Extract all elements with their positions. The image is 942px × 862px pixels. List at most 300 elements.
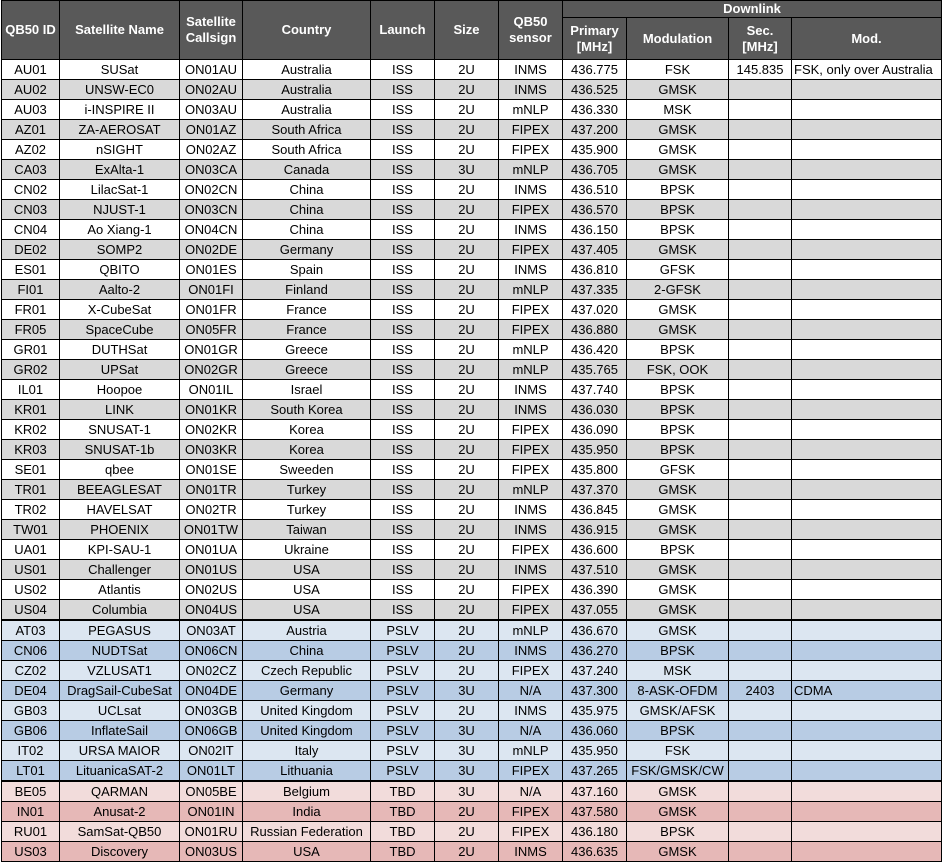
sensor-cell: mNLP xyxy=(499,340,563,360)
launch-cell: ISS xyxy=(371,140,435,160)
secondary-mod-cell xyxy=(792,661,942,681)
size-cell: 2U xyxy=(435,120,499,140)
table-row xyxy=(2,240,942,260)
callsign-cell: ON03CA xyxy=(180,160,243,180)
country-cell: Italy xyxy=(243,741,371,761)
launch-cell: ISS xyxy=(371,340,435,360)
sensor-cell: INMS xyxy=(499,842,563,862)
sensor-cell: mNLP xyxy=(499,480,563,500)
qb50-id-cell: GB03 xyxy=(2,701,60,721)
qb50-id-cell: AZ02 xyxy=(2,140,60,160)
header-downlink: Downlink xyxy=(563,1,942,18)
country-cell: China xyxy=(243,200,371,220)
launch-cell: ISS xyxy=(371,240,435,260)
sensor-cell: INMS xyxy=(499,400,563,420)
launch-cell: ISS xyxy=(371,200,435,220)
callsign-cell: ON01IL xyxy=(180,380,243,400)
sensor-cell: mNLP xyxy=(499,620,563,641)
satellite-name-cell: QBITO xyxy=(60,260,180,280)
secondary-mod-cell xyxy=(792,80,942,100)
callsign-cell: ON02KR xyxy=(180,420,243,440)
sensor-cell: FIPEX xyxy=(499,761,563,782)
modulation-cell: BPSK xyxy=(627,340,729,360)
secondary-mod-cell: FSK, only over Australia xyxy=(792,60,942,80)
primary-freq-cell: 436.180 xyxy=(563,822,627,842)
launch-cell: ISS xyxy=(371,520,435,540)
size-cell: 3U xyxy=(435,721,499,741)
size-cell: 2U xyxy=(435,701,499,721)
sensor-cell: mNLP xyxy=(499,360,563,380)
callsign-cell: ON03CN xyxy=(180,200,243,220)
secondary-freq-cell xyxy=(729,721,792,741)
size-cell: 2U xyxy=(435,80,499,100)
modulation-cell: BPSK xyxy=(627,380,729,400)
table-row xyxy=(2,200,942,220)
primary-freq-cell: 435.950 xyxy=(563,440,627,460)
size-cell: 2U xyxy=(435,620,499,641)
primary-freq-cell: 436.525 xyxy=(563,80,627,100)
table-row xyxy=(2,180,942,200)
sensor-cell: FIPEX xyxy=(499,300,563,320)
secondary-freq-cell xyxy=(729,420,792,440)
qb50-id-cell: BE05 xyxy=(2,781,60,802)
primary-freq-cell: 435.975 xyxy=(563,701,627,721)
modulation-cell: BPSK xyxy=(627,641,729,661)
modulation-cell: GMSK xyxy=(627,842,729,862)
sensor-cell: INMS xyxy=(499,260,563,280)
launch-cell: ISS xyxy=(371,60,435,80)
secondary-mod-cell xyxy=(792,600,942,621)
secondary-mod-cell xyxy=(792,520,942,540)
size-cell: 2U xyxy=(435,140,499,160)
country-cell: South Korea xyxy=(243,400,371,420)
secondary-freq-cell: 145.835 xyxy=(729,60,792,80)
callsign-cell: ON04DE xyxy=(180,681,243,701)
callsign-cell: ON03AU xyxy=(180,100,243,120)
sensor-cell: INMS xyxy=(499,80,563,100)
table-row xyxy=(2,420,942,440)
qb50-id-cell: AU02 xyxy=(2,80,60,100)
secondary-freq-cell xyxy=(729,761,792,782)
table-row xyxy=(2,400,942,420)
secondary-mod-cell xyxy=(792,641,942,661)
header-primary-freq: Primary [MHz] xyxy=(563,18,627,60)
modulation-cell: GMSK xyxy=(627,300,729,320)
qb50-id-cell: IN01 xyxy=(2,802,60,822)
satellite-name-cell: DragSail-CubeSat xyxy=(60,681,180,701)
table-row xyxy=(2,140,942,160)
callsign-cell: ON01RU xyxy=(180,822,243,842)
sensor-cell: INMS xyxy=(499,520,563,540)
header-modulation: Modulation xyxy=(627,18,729,60)
launch-cell: ISS xyxy=(371,280,435,300)
size-cell: 2U xyxy=(435,360,499,380)
qb50-id-cell: US03 xyxy=(2,842,60,862)
primary-freq-cell: 437.020 xyxy=(563,300,627,320)
satellite-name-cell: Aalto-2 xyxy=(60,280,180,300)
qb50-id-cell: SE01 xyxy=(2,460,60,480)
secondary-freq-cell xyxy=(729,802,792,822)
qb50-id-cell: GR02 xyxy=(2,360,60,380)
satellite-name-cell: ExAlta-1 xyxy=(60,160,180,180)
secondary-freq-cell xyxy=(729,280,792,300)
sensor-cell: INMS xyxy=(499,500,563,520)
secondary-mod-cell xyxy=(792,360,942,380)
primary-freq-cell: 436.390 xyxy=(563,580,627,600)
size-cell: 2U xyxy=(435,260,499,280)
satellite-name-cell: LINK xyxy=(60,400,180,420)
sensor-cell: FIPEX xyxy=(499,240,563,260)
country-cell: Lithuania xyxy=(243,761,371,782)
satellite-name-cell: SUSat xyxy=(60,60,180,80)
country-cell: Australia xyxy=(243,60,371,80)
modulation-cell: GMSK xyxy=(627,620,729,641)
callsign-cell: ON01GR xyxy=(180,340,243,360)
satellite-name-cell: LilacSat-1 xyxy=(60,180,180,200)
sensor-cell: FIPEX xyxy=(499,320,563,340)
table-row xyxy=(2,842,942,862)
satellite-name-cell: QARMAN xyxy=(60,781,180,802)
header-qb50-id: QB50 ID xyxy=(2,1,60,60)
table-row xyxy=(2,520,942,540)
satellite-name-cell: X-CubeSat xyxy=(60,300,180,320)
table-row xyxy=(2,701,942,721)
size-cell: 2U xyxy=(435,220,499,240)
primary-freq-cell: 436.635 xyxy=(563,842,627,862)
callsign-cell: ON04US xyxy=(180,600,243,621)
launch-cell: ISS xyxy=(371,260,435,280)
secondary-mod-cell xyxy=(792,480,942,500)
satellite-name-cell: nSIGHT xyxy=(60,140,180,160)
size-cell: 2U xyxy=(435,340,499,360)
primary-freq-cell: 437.200 xyxy=(563,120,627,140)
table-row xyxy=(2,781,942,802)
sensor-cell: INMS xyxy=(499,60,563,80)
qb50-id-cell: FR05 xyxy=(2,320,60,340)
qb50-id-cell: GB06 xyxy=(2,721,60,741)
satellite-name-cell: SamSat-QB50 xyxy=(60,822,180,842)
modulation-cell: GMSK xyxy=(627,80,729,100)
modulation-cell: GMSK xyxy=(627,500,729,520)
primary-freq-cell: 436.270 xyxy=(563,641,627,661)
size-cell: 2U xyxy=(435,300,499,320)
callsign-cell: ON01FI xyxy=(180,280,243,300)
secondary-mod-cell xyxy=(792,120,942,140)
launch-cell: TBD xyxy=(371,822,435,842)
qb50-id-cell: DE04 xyxy=(2,681,60,701)
country-cell: Israel xyxy=(243,380,371,400)
satellite-name-cell: Ao Xiang-1 xyxy=(60,220,180,240)
country-cell: Ukraine xyxy=(243,540,371,560)
country-cell: Spain xyxy=(243,260,371,280)
size-cell: 2U xyxy=(435,520,499,540)
header-size: Size xyxy=(435,1,499,60)
satellite-name-cell: SNUSAT-1 xyxy=(60,420,180,440)
country-cell: Belgium xyxy=(243,781,371,802)
modulation-cell: GMSK xyxy=(627,240,729,260)
modulation-cell: GMSK xyxy=(627,600,729,621)
modulation-cell: GMSK xyxy=(627,781,729,802)
secondary-freq-cell xyxy=(729,380,792,400)
callsign-cell: ON06CN xyxy=(180,641,243,661)
secondary-mod-cell xyxy=(792,160,942,180)
header-secondary-freq: Sec. [MHz] xyxy=(729,18,792,60)
table-row xyxy=(2,280,942,300)
satellite-name-cell: UPSat xyxy=(60,360,180,380)
qb50-id-cell: KR01 xyxy=(2,400,60,420)
size-cell: 3U xyxy=(435,781,499,802)
qb50-id-cell: CA03 xyxy=(2,160,60,180)
secondary-freq-cell xyxy=(729,400,792,420)
qb50-id-cell: KR03 xyxy=(2,440,60,460)
secondary-freq-cell xyxy=(729,440,792,460)
launch-cell: TBD xyxy=(371,802,435,822)
callsign-cell: ON03AT xyxy=(180,620,243,641)
country-cell: Czech Republic xyxy=(243,661,371,681)
size-cell: 2U xyxy=(435,240,499,260)
secondary-freq-cell xyxy=(729,80,792,100)
secondary-freq-cell xyxy=(729,741,792,761)
table-row xyxy=(2,160,942,180)
secondary-mod-cell xyxy=(792,460,942,480)
secondary-mod-cell xyxy=(792,721,942,741)
country-cell: Greece xyxy=(243,340,371,360)
callsign-cell: ON01US xyxy=(180,560,243,580)
modulation-cell: GMSK xyxy=(627,560,729,580)
modulation-cell: GMSK xyxy=(627,320,729,340)
secondary-freq-cell xyxy=(729,620,792,641)
size-cell: 2U xyxy=(435,842,499,862)
callsign-cell: ON05BE xyxy=(180,781,243,802)
secondary-mod-cell xyxy=(792,180,942,200)
sensor-cell: N/A xyxy=(499,681,563,701)
callsign-cell: ON01TR xyxy=(180,480,243,500)
table-row xyxy=(2,60,942,80)
secondary-mod-cell xyxy=(792,842,942,862)
launch-cell: ISS xyxy=(371,160,435,180)
primary-freq-cell: 436.150 xyxy=(563,220,627,240)
qb50-id-cell: FR01 xyxy=(2,300,60,320)
secondary-freq-cell xyxy=(729,842,792,862)
primary-freq-cell: 437.055 xyxy=(563,600,627,621)
callsign-cell: ON02CN xyxy=(180,180,243,200)
secondary-freq-cell xyxy=(729,540,792,560)
sensor-cell: mNLP xyxy=(499,100,563,120)
secondary-freq-cell xyxy=(729,360,792,380)
qb50-id-cell: CN06 xyxy=(2,641,60,661)
secondary-mod-cell xyxy=(792,560,942,580)
satellite-name-cell: Columbia xyxy=(60,600,180,621)
satellite-name-cell: PHOENIX xyxy=(60,520,180,540)
size-cell: 2U xyxy=(435,500,499,520)
launch-cell: PSLV xyxy=(371,661,435,681)
modulation-cell: GMSK xyxy=(627,480,729,500)
secondary-mod-cell xyxy=(792,320,942,340)
country-cell: Finland xyxy=(243,280,371,300)
table-row xyxy=(2,440,942,460)
callsign-cell: ON02GR xyxy=(180,360,243,380)
modulation-cell: GMSK xyxy=(627,160,729,180)
satellite-name-cell: Discovery xyxy=(60,842,180,862)
size-cell: 3U xyxy=(435,761,499,782)
country-cell: India xyxy=(243,802,371,822)
size-cell: 3U xyxy=(435,741,499,761)
table-row xyxy=(2,761,942,782)
launch-cell: ISS xyxy=(371,540,435,560)
launch-cell: ISS xyxy=(371,500,435,520)
secondary-freq-cell xyxy=(729,220,792,240)
table-row xyxy=(2,600,942,621)
satellite-table xyxy=(1,0,942,862)
table-row xyxy=(2,641,942,661)
qb50-id-cell: CN03 xyxy=(2,200,60,220)
launch-cell: PSLV xyxy=(371,701,435,721)
qb50-id-cell: UA01 xyxy=(2,540,60,560)
qb50-id-cell: IL01 xyxy=(2,380,60,400)
header-country: Country xyxy=(243,1,371,60)
modulation-cell: BPSK xyxy=(627,420,729,440)
secondary-freq-cell xyxy=(729,240,792,260)
modulation-cell: 2-GFSK xyxy=(627,280,729,300)
country-cell: Greece xyxy=(243,360,371,380)
secondary-mod-cell xyxy=(792,701,942,721)
launch-cell: PSLV xyxy=(371,721,435,741)
modulation-cell: GFSK xyxy=(627,260,729,280)
table-row xyxy=(2,540,942,560)
modulation-cell: BPSK xyxy=(627,200,729,220)
sensor-cell: INMS xyxy=(499,641,563,661)
satellite-name-cell: Atlantis xyxy=(60,580,180,600)
satellite-name-cell: InflateSail xyxy=(60,721,180,741)
satellite-name-cell: PEGASUS xyxy=(60,620,180,641)
sensor-cell: mNLP xyxy=(499,280,563,300)
callsign-cell: ON01AZ xyxy=(180,120,243,140)
table-row xyxy=(2,300,942,320)
primary-freq-cell: 437.240 xyxy=(563,661,627,681)
primary-freq-cell: 436.030 xyxy=(563,400,627,420)
primary-freq-cell: 437.405 xyxy=(563,240,627,260)
secondary-mod-cell xyxy=(792,500,942,520)
primary-freq-cell: 437.160 xyxy=(563,781,627,802)
primary-freq-cell: 436.670 xyxy=(563,620,627,641)
secondary-mod-cell xyxy=(792,761,942,782)
secondary-mod-cell xyxy=(792,260,942,280)
primary-freq-cell: 437.265 xyxy=(563,761,627,782)
qb50-id-cell: TR01 xyxy=(2,480,60,500)
launch-cell: ISS xyxy=(371,360,435,380)
launch-cell: ISS xyxy=(371,600,435,621)
qb50-id-cell: DE02 xyxy=(2,240,60,260)
satellite-name-cell: UCLsat xyxy=(60,701,180,721)
table-row xyxy=(2,802,942,822)
table-row xyxy=(2,460,942,480)
table-row xyxy=(2,480,942,500)
size-cell: 2U xyxy=(435,802,499,822)
callsign-cell: ON02IT xyxy=(180,741,243,761)
secondary-mod-cell xyxy=(792,240,942,260)
size-cell: 2U xyxy=(435,661,499,681)
satellite-name-cell: Anusat-2 xyxy=(60,802,180,822)
callsign-cell: ON01IN xyxy=(180,802,243,822)
qb50-id-cell: US02 xyxy=(2,580,60,600)
modulation-cell: BPSK xyxy=(627,400,729,420)
header-secondary-mod: Mod. xyxy=(792,18,942,60)
modulation-cell: GMSK xyxy=(627,120,729,140)
satellite-name-cell: Hoopoe xyxy=(60,380,180,400)
launch-cell: TBD xyxy=(371,781,435,802)
size-cell: 2U xyxy=(435,320,499,340)
country-cell: France xyxy=(243,300,371,320)
secondary-mod-cell xyxy=(792,300,942,320)
qb50-id-cell: CZ02 xyxy=(2,661,60,681)
primary-freq-cell: 436.090 xyxy=(563,420,627,440)
table-row xyxy=(2,120,942,140)
sensor-cell: INMS xyxy=(499,220,563,240)
secondary-freq-cell xyxy=(729,580,792,600)
size-cell: 2U xyxy=(435,60,499,80)
table-row xyxy=(2,500,942,520)
launch-cell: PSLV xyxy=(371,761,435,782)
satellite-name-cell: NJUST-1 xyxy=(60,200,180,220)
satellite-name-cell: URSA MAIOR xyxy=(60,741,180,761)
secondary-freq-cell xyxy=(729,460,792,480)
callsign-cell: ON03GB xyxy=(180,701,243,721)
launch-cell: PSLV xyxy=(371,681,435,701)
sensor-cell: FIPEX xyxy=(499,440,563,460)
country-cell: United Kingdom xyxy=(243,721,371,741)
modulation-cell: MSK xyxy=(627,661,729,681)
table-row xyxy=(2,741,942,761)
modulation-cell: GMSK/AFSK xyxy=(627,701,729,721)
satellite-name-cell: DUTHSat xyxy=(60,340,180,360)
secondary-mod-cell xyxy=(792,200,942,220)
size-cell: 2U xyxy=(435,280,499,300)
qb50-id-cell: CN02 xyxy=(2,180,60,200)
table-row xyxy=(2,681,942,701)
primary-freq-cell: 435.800 xyxy=(563,460,627,480)
modulation-cell: FSK/GMSK/CW xyxy=(627,761,729,782)
sensor-cell: FIPEX xyxy=(499,420,563,440)
callsign-cell: ON03KR xyxy=(180,440,243,460)
callsign-cell: ON01AU xyxy=(180,60,243,80)
secondary-freq-cell xyxy=(729,661,792,681)
launch-cell: ISS xyxy=(371,380,435,400)
qb50-id-cell: AT03 xyxy=(2,620,60,641)
qb50-id-cell: TR02 xyxy=(2,500,60,520)
qb50-id-cell: LT01 xyxy=(2,761,60,782)
launch-cell: PSLV xyxy=(371,620,435,641)
size-cell: 3U xyxy=(435,160,499,180)
size-cell: 3U xyxy=(435,681,499,701)
satellite-name-cell: LituanicaSAT-2 xyxy=(60,761,180,782)
sensor-cell: FIPEX xyxy=(499,600,563,621)
secondary-freq-cell xyxy=(729,701,792,721)
size-cell: 2U xyxy=(435,420,499,440)
secondary-mod-cell xyxy=(792,781,942,802)
callsign-cell: ON01TW xyxy=(180,520,243,540)
secondary-mod-cell xyxy=(792,440,942,460)
secondary-mod-cell xyxy=(792,280,942,300)
callsign-cell: ON03US xyxy=(180,842,243,862)
table-row xyxy=(2,560,942,580)
country-cell: China xyxy=(243,641,371,661)
size-cell: 2U xyxy=(435,480,499,500)
secondary-freq-cell xyxy=(729,120,792,140)
secondary-mod-cell xyxy=(792,580,942,600)
primary-freq-cell: 437.510 xyxy=(563,560,627,580)
secondary-freq-cell xyxy=(729,781,792,802)
launch-cell: ISS xyxy=(371,220,435,240)
